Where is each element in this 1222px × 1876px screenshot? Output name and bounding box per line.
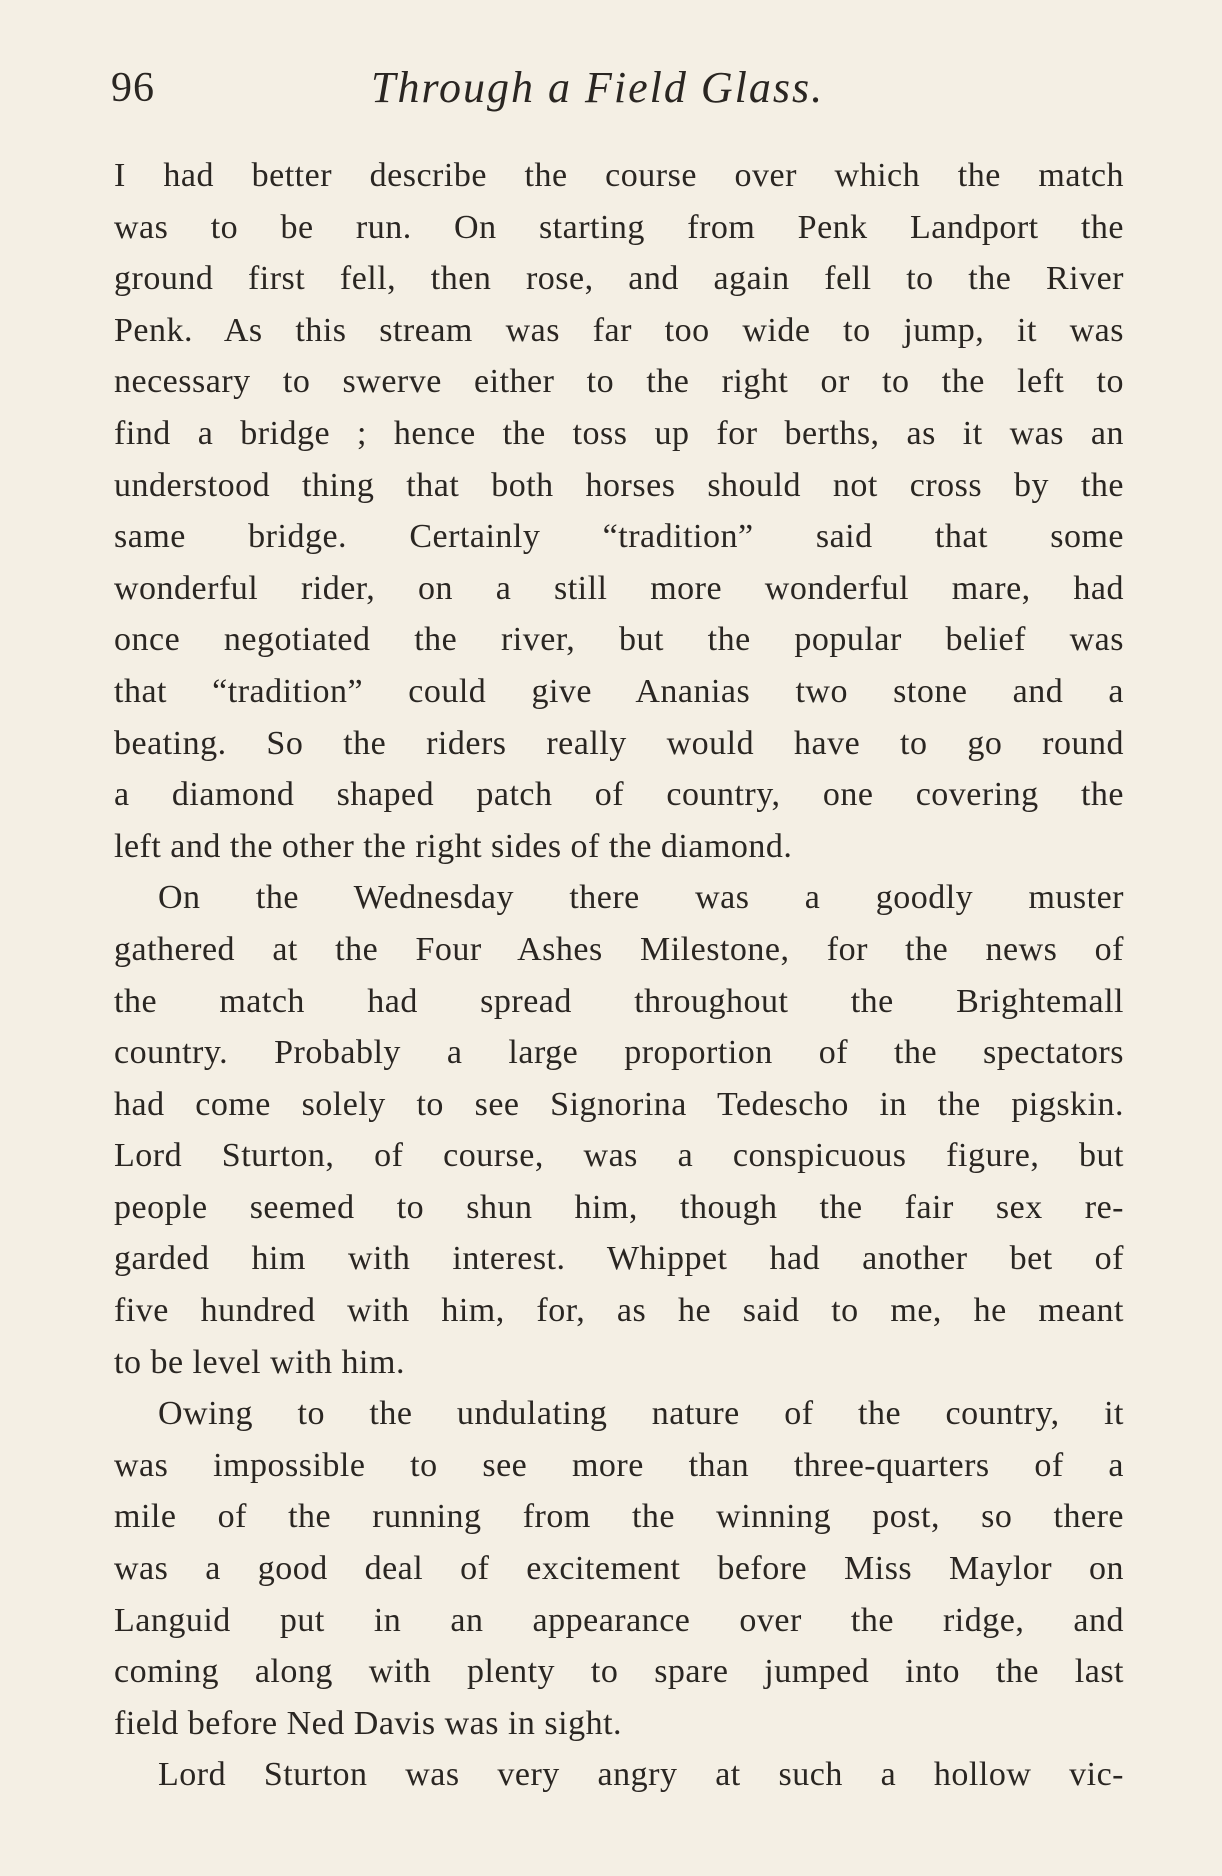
text-line: Penk. As this stream was far too wide to jump, it was bbox=[114, 311, 1124, 349]
text-line: coming along with plenty to spare jumped into the last bbox=[114, 1653, 1124, 1691]
page-header bbox=[111, 58, 1111, 118]
text-line: I had better describe the course over which the match bbox=[114, 157, 1124, 194]
text-line: Lord Sturton, of course, was a conspicuous figure, but bbox=[114, 1137, 1124, 1175]
text-line: the match had spread throughout the Brightemall bbox=[114, 982, 1124, 1020]
text-line: country. Probably a large proportion of the spectators bbox=[114, 1034, 1124, 1072]
text-line: left and the other the right sides of the diamond. bbox=[114, 827, 793, 865]
text-line: to be level with him. bbox=[114, 1343, 405, 1381]
text-line: a diamond shaped patch of country, one covering the bbox=[114, 776, 1124, 814]
text-line: On the Wednesday there was a goodly muster bbox=[158, 879, 1124, 917]
text-line: ground first fell, then rose, and again fell to the River bbox=[114, 260, 1124, 298]
text-line: that “tradition” could give Ananias two stone and a bbox=[114, 672, 1124, 710]
text-line: necessary to swerve either to the right or to the left to bbox=[114, 363, 1124, 401]
text-line: beating. So the riders really would have to go round bbox=[114, 724, 1124, 762]
text-line: Lord Sturton was very angry at such a hollow vic- bbox=[158, 1756, 1124, 1794]
text-line: mile of the running from the winning post, so there bbox=[114, 1498, 1124, 1536]
body-text bbox=[114, 150, 1124, 1801]
text-line: garded him with interest. Whippet had another bet of bbox=[114, 1240, 1124, 1278]
text-line: wonderful rider, on a still more wonderful mare, had bbox=[114, 569, 1124, 607]
text-line: Languid put in an appearance over the ridge, and bbox=[114, 1601, 1124, 1639]
text-line: people seemed to shun him, though the fair sex re- bbox=[114, 1188, 1124, 1226]
text-line: five hundred with him, for, as he said to me, he meant bbox=[114, 1292, 1124, 1330]
page-number: 96 bbox=[111, 65, 155, 111]
text-line: had come solely to see Signorina Tedescho in the pigskin. bbox=[114, 1085, 1124, 1123]
text-line: field before Ned Davis was in sight. bbox=[114, 1704, 623, 1742]
text-line: gathered at the Four Ashes Milestone, for the news of bbox=[114, 930, 1124, 968]
text-line: was a good deal of excitement before Miss Maylor on bbox=[114, 1550, 1124, 1588]
running-title: Through a Field Glass. bbox=[371, 63, 825, 112]
text-line: understood thing that both horses should not cross by the bbox=[114, 466, 1124, 504]
text-line: find a bridge ; hence the toss up for berths, as it was an bbox=[114, 414, 1124, 452]
text-line: was to be run. On starting from Penk Landport the bbox=[114, 208, 1124, 246]
text-line: Owing to the undulating nature of the country, it bbox=[158, 1395, 1124, 1433]
text-line: was impossible to see more than three-quarters of a bbox=[114, 1446, 1124, 1484]
text-line: once negotiated the river, but the popular belief was bbox=[114, 621, 1124, 659]
text-line: same bridge. Certainly “tradition” said that some bbox=[114, 518, 1124, 556]
